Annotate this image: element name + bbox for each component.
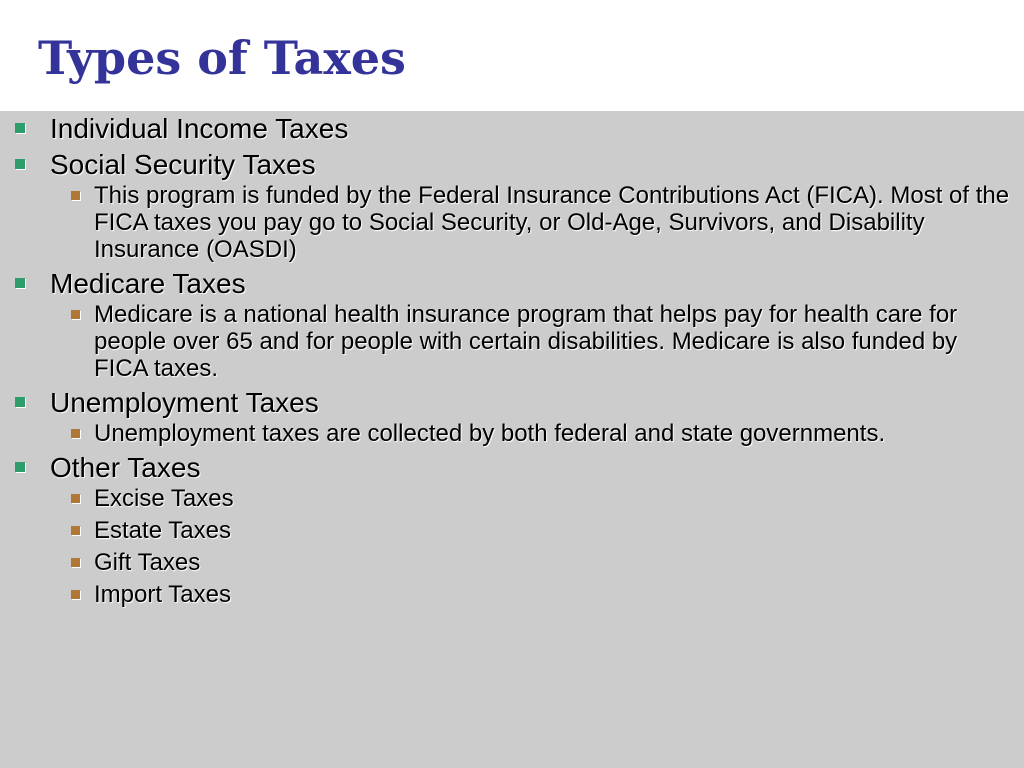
content-area [0, 111, 1024, 768]
sub-bullet [50, 301, 1024, 382]
title-area [0, 0, 1024, 111]
slide-title: Types of Taxes [38, 31, 406, 85]
green-square-bullet-icon [15, 397, 25, 407]
bullet-medicare [0, 269, 1024, 382]
sub-bullet-list [50, 420, 1024, 447]
sub-bullet-text: Estate Taxes [94, 517, 231, 544]
sub-bullet-text: Unemployment taxes are collected by both federal and state governments. [94, 420, 886, 447]
brown-square-bullet-icon [71, 494, 80, 503]
sub-bullet-text: Excise Taxes [94, 485, 234, 512]
bullet-label: Individual Income Taxes [50, 113, 349, 144]
bullet-label: Unemployment Taxes [50, 387, 319, 418]
bullet-label: Social Security Taxes [50, 149, 316, 180]
bullet-other-taxes [0, 453, 1024, 608]
bullet-unemployment [0, 388, 1024, 447]
brown-square-bullet-icon [71, 558, 80, 567]
brown-square-bullet-icon [71, 429, 80, 438]
bullet-label: Other Taxes [50, 452, 201, 483]
sub-bullet [50, 420, 1024, 447]
sub-bullet-text: Import Taxes [94, 581, 231, 608]
sub-bullet [50, 517, 1024, 544]
green-square-bullet-icon [15, 159, 25, 169]
bullet-list [0, 111, 1024, 613]
sub-bullet-list [50, 485, 1024, 608]
brown-square-bullet-icon [71, 191, 80, 200]
sub-bullet [50, 182, 1024, 263]
sub-bullet-list [50, 182, 1024, 263]
brown-square-bullet-icon [71, 526, 80, 535]
green-square-bullet-icon [15, 462, 25, 472]
sub-bullet [50, 549, 1024, 576]
green-square-bullet-icon [15, 123, 25, 133]
sub-bullet-text: This program is funded by the Federal Insurance Contributions Act (FICA). Most of the FICA taxes you pay go to Social Security, or Old-Age, Survivors, and Disability Insurance (OASDI) [94, 182, 1010, 263]
sub-bullet [50, 581, 1024, 608]
bullet-social-security [0, 150, 1024, 263]
brown-square-bullet-icon [71, 310, 80, 319]
brown-square-bullet-icon [71, 590, 80, 599]
sub-bullet-text: Medicare is a national health insurance program that helps pay for health care for people over 65 and for people with certain disabilities. Medicare is also funded by FICA taxes. [94, 301, 958, 382]
sub-bullet-text: Gift Taxes [94, 549, 201, 576]
sub-bullet [50, 485, 1024, 512]
green-square-bullet-icon [15, 278, 25, 288]
bullet-label: Medicare Taxes [50, 268, 246, 299]
sub-bullet-list [50, 301, 1024, 382]
bullet-individual-income [0, 114, 1024, 144]
